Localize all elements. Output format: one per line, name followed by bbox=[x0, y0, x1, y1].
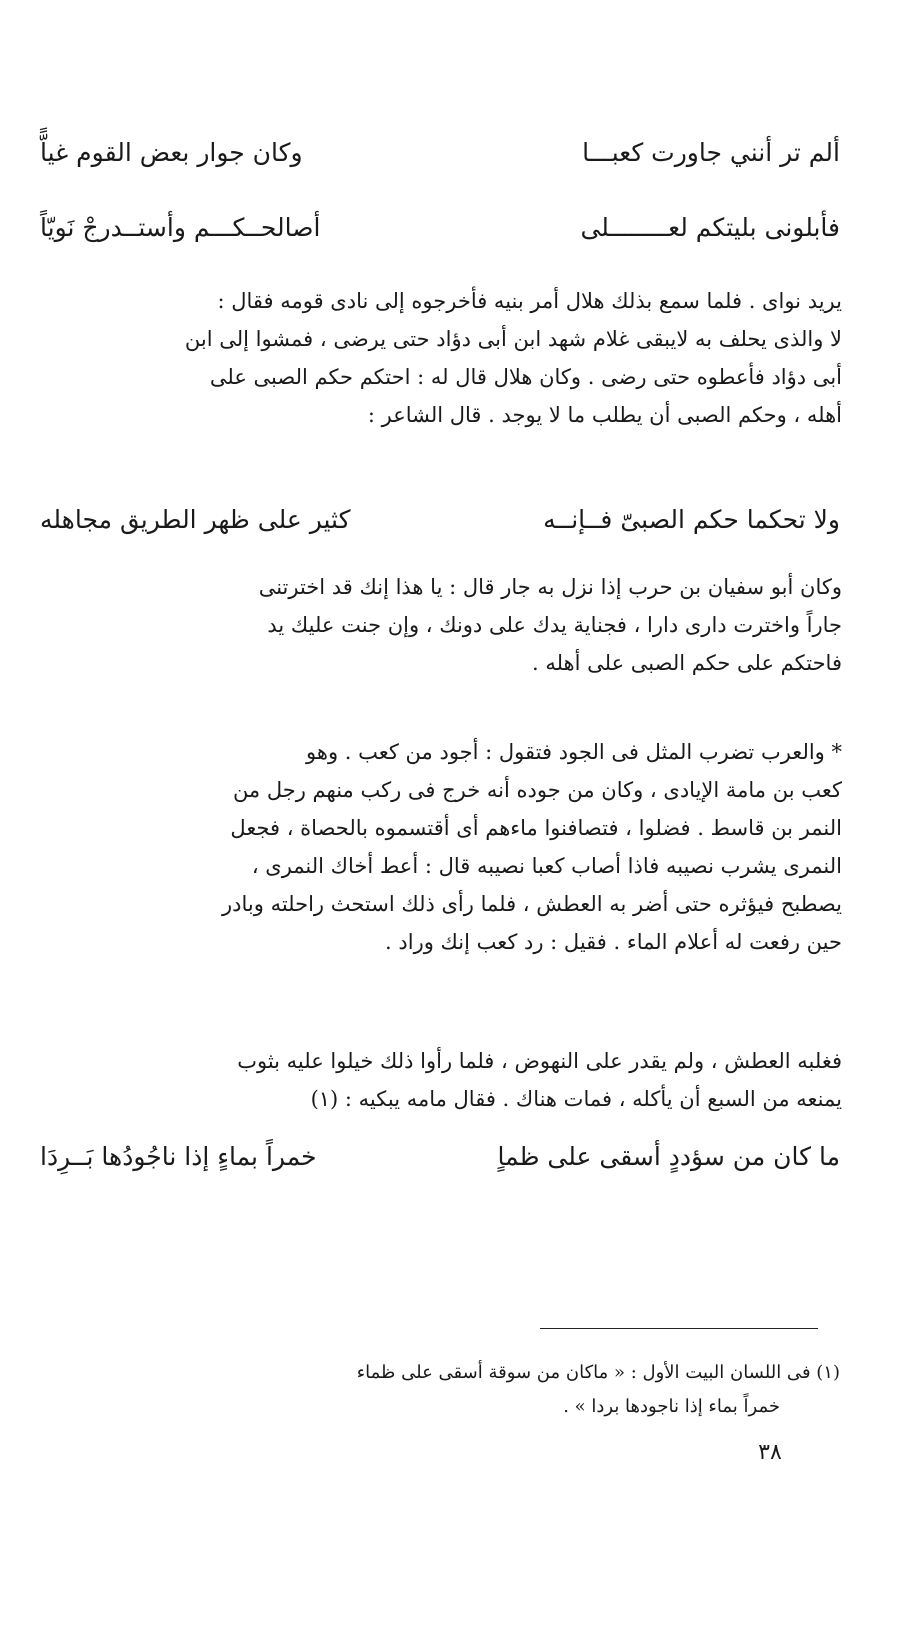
verse-hemistich-right: ولا تحكما حكم الصبىّ فــإنــه bbox=[543, 505, 840, 534]
verse-hemistich-right: فأبلونى بليتكم لعــــــــلى bbox=[580, 213, 840, 242]
paragraph-line: النمر بن قاسط . فضلوا ، فتصافنوا ماءهم أى أقتسموه بالحصاة ، فجعل bbox=[230, 816, 842, 840]
verse-line-1 bbox=[40, 133, 840, 173]
verse-hemistich-left: أصالحــكـــم وأستــدرجْ نَويّاً bbox=[40, 213, 321, 242]
paragraph-line: فاحتكم على حكم الصبى على أهله . bbox=[532, 651, 842, 675]
verse-hemistich-right: ألم تر أنني جاورت كعبـــا bbox=[582, 138, 840, 167]
footnote-line: (١) فى اللسان البيت الأول : « ماكان من سوقة أسقى على ظماء bbox=[356, 1362, 840, 1383]
footnote-separator bbox=[540, 1328, 818, 1329]
verse-line-2 bbox=[40, 208, 840, 248]
paragraph-line: حين رفعت له أعلام الماء . فقيل : رد كعب إنك وراد . bbox=[385, 930, 842, 954]
verse-hemistich-left: كثير على ظهر الطريق مجاهله bbox=[40, 505, 351, 534]
paragraph-line: يمنعه من السبع أن يأكله ، فمات هناك . فقال مامه يبكيه : (١) bbox=[310, 1087, 842, 1111]
paragraph-line: أبى دؤاد فأعطوه حتى رضى . وكان هلال قال له : احتكم حكم الصبى على bbox=[209, 365, 842, 389]
verse-line-3 bbox=[40, 500, 840, 540]
paragraph-line: يريد نواى . فلما سمع بذلك هلال أمر بنيه فأخرجوه إلى نادى قومه فقال : bbox=[217, 289, 842, 313]
paragraph-line: لا والذى يحلف به لايبقى غلام شهد ابن أبى دؤاد حتى يرضى ، فمشوا إلى ابن bbox=[184, 327, 842, 351]
verse-hemistich-right: ما كان من سؤددٍ أسقى على ظماٍ bbox=[497, 1142, 840, 1171]
verse-hemistich-left: وكان جوار بعض القوم غياًّ bbox=[40, 138, 303, 167]
verse-hemistich-left: خمراً بماءٍ إذا ناجُودُها بَــرِدَا bbox=[40, 1142, 317, 1171]
paragraph-line: يصطبح فيؤثره حتى أضر به العطش ، فلما رأى ذلك استحث راحلته وبادر bbox=[222, 892, 842, 916]
verse-line-4 bbox=[40, 1137, 840, 1177]
paragraph-2 bbox=[52, 568, 842, 682]
footnote-line: خمراً بماء إذا ناجودها بردا » . bbox=[563, 1396, 780, 1417]
paragraph-line: فغلبه العطش ، ولم يقدر على النهوض ، فلما رأوا ذلك خيلوا عليه بثوب bbox=[237, 1049, 842, 1073]
paragraph-1 bbox=[52, 282, 842, 434]
page-number: ٣٨ bbox=[758, 1440, 782, 1465]
paragraph-line: * والعرب تضرب المثل فى الجود فتقول : أجود من كعب . وهو bbox=[306, 740, 842, 764]
paragraph-4 bbox=[52, 1042, 842, 1118]
paragraph-3 bbox=[52, 733, 842, 961]
paragraph-line: جاراً واخترت دارى دارا ، فجناية يدك على دونك ، وإن جنت عليك يد bbox=[267, 613, 842, 637]
paragraph-line: وكان أبو سفيان بن حرب إذا نزل به جار قال : يا هذا إنك قد اخترتنى bbox=[258, 575, 842, 599]
paragraph-line: كعب بن مامة الإيادى ، وكان من جوده أنه خرج فى ركب منهم رجل من bbox=[232, 778, 842, 802]
footnote bbox=[120, 1356, 840, 1424]
paragraph-line: أهله ، وحكم الصبى أن يطلب ما لا يوجد . قال الشاعر : bbox=[367, 403, 842, 427]
paragraph-line: النمرى يشرب نصيبه فاذا أصاب كعبا نصيبه قال : أعط أخاك النمرى ، bbox=[251, 854, 842, 878]
